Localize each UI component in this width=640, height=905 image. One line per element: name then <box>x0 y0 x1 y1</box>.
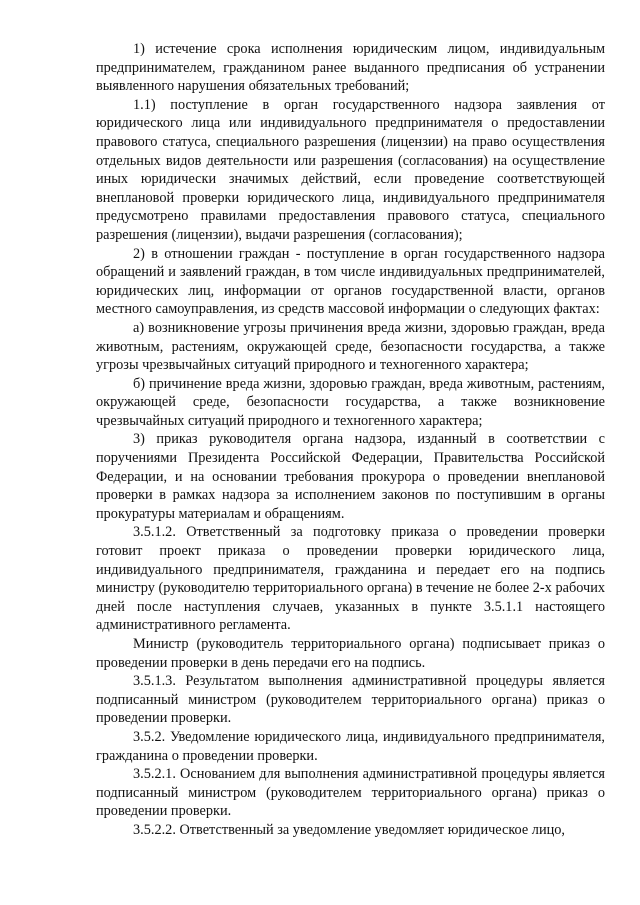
paragraph-minister-signs: Министр (руководитель территориального органа) подписывает приказ о проведении проверки в день передачи его на подпись. <box>96 636 605 671</box>
paragraph-3-5-1-2: 3.5.1.2. Ответственный за подготовку приказа о проведении проверки готовит проект приказа о проведении проверки юридического лица, индивидуального предпринимателя, гражданина и передает его на подпись министру (руководителю территориального органа) в течение не более 2-х рабочих дней после наступления случаев, указанных в пункте 3.5.1.1 настоящего административного регламента. <box>96 524 605 634</box>
paragraph-3-5-2: 3.5.2. Уведомление юридического лица, индивидуального предпринимателя, гражданина о проведении проверки. <box>96 728 605 764</box>
paragraph-3-5-2-1: 3.5.2.1. Основанием для выполнения административной процедуры является подписанный министром (руководителем территориального органа) приказ о проведении проверки. <box>96 766 605 820</box>
paragraph-item-2a: а) возникновение угрозы причинения вреда жизни, здоровью граждан, вреда животным, растениям, окружающей среде, безопасности государства, а также угрозы чрезвычайных ситуаций природного и техногенного характера; <box>96 319 605 374</box>
paragraph-item-2: 2) в отношении граждан - поступление в орган государственного надзора обращений и заявлений граждан, в том числе индивидуальных предпринимателей, юридических лиц, информации от органов государственной власти, органов местного самоуправления, из средств массовой информации о следующих фактах: <box>96 245 605 318</box>
paragraph-3-5-1-3: 3.5.1.3. Результатом выполнения административной процедуры является подписанный министром (руководителем территориального органа) приказ о проведении проверки. <box>96 673 605 727</box>
paragraph-3-5-2-2: 3.5.2.2. Ответственный за уведомление уведомляет юридическое лицо, <box>133 821 565 838</box>
paragraph-item-2b: б) причинение вреда жизни, здоровью граждан, вреда животным, растениям, окружающей среде, безопасности государства, а также возникновение чрезвычайных ситуаций природного и техногенного характера; <box>96 375 605 429</box>
paragraph-item-1: 1) истечение срока исполнения юридическим лицом, индивидуальным предпринимателем, гражданином ранее выданного предписания об устранении выявленного нарушения обязательных требований; <box>96 41 605 95</box>
paragraph-item-1-1: 1.1) поступление в орган государственного надзора заявления от юридического лица или индивидуального предпринимателя о предоставлении правового статуса, специального разрешения (лицензии) на право осуществления отдельных видов деятельности или разрешения (согласования) на осуществление иных юридически значимых действий, если проведение соответствующей внеплановой проверки юридического лица, индивидуального предпринимателя предусмотрено правилами предоставления правового статуса, специального разрешения (лицензии), выдачи разрешения (согласования); <box>96 96 605 243</box>
paragraph-item-3: 3) приказ руководителя органа надзора, изданный в соответствии с поручениями Президента Российской Федерации, Правительства Российской Федерации, и на основании требования прокурора о проведении внеплановой проверки в рамках надзора за исполнением законов по поступившим в органы прокуратуры материалам и обращениям. <box>96 431 605 522</box>
document-body <box>96 40 605 840</box>
